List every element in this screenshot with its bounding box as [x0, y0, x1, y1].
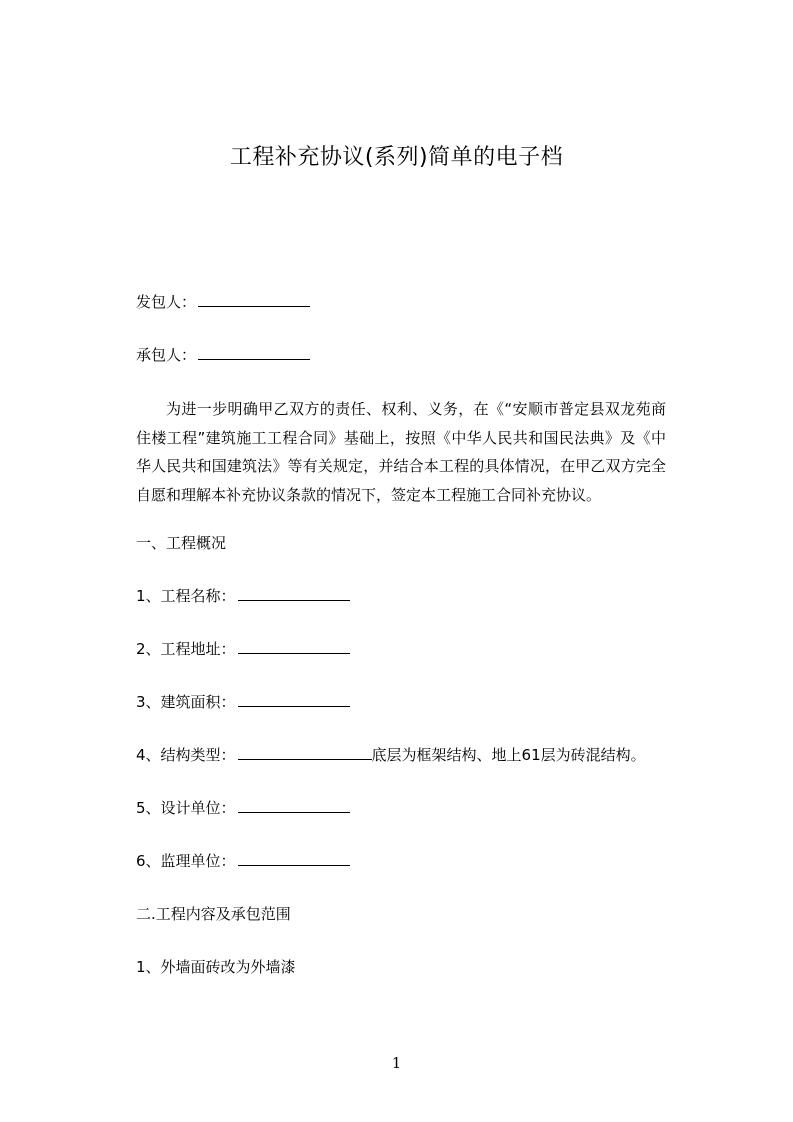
- building-area-label: 3、建筑面积：: [136, 693, 236, 711]
- design-unit-line: [136, 797, 350, 818]
- supervision-unit-line: [136, 850, 350, 871]
- section2-heading: 二.工程内容及承包范围: [136, 905, 291, 923]
- building-area-blank: [238, 692, 350, 707]
- page-number: 1: [391, 1054, 402, 1072]
- contractor-blank: [198, 345, 310, 360]
- design-unit-label: 5、设计单位：: [136, 799, 236, 817]
- contractor-line: [136, 344, 310, 365]
- structure-type-suffix: 底层为框架结构、地上61层为砖混结构。: [371, 746, 646, 764]
- supervision-unit-blank: [238, 851, 350, 866]
- section1-heading: 一、工程概况: [136, 534, 227, 552]
- project-name-blank: [238, 586, 350, 601]
- employer-blank: [198, 292, 310, 307]
- intro-paragraph: 为进一步明确甲乙双方的责任、权利、义务，在《“安顺市普定县双龙苑商住楼工程”建筑施工工程合同》基础上，按照《中华人民共和国民法典》及《中华人民共和国建筑法》等有关规定，并结合本工程的具体情况，在甲乙双方完全自愿和理解本补充协议条款的情况下，签定本工程施工合同补充协议。: [136, 400, 666, 504]
- project-name-label: 1、工程名称：: [136, 587, 236, 605]
- project-address-label: 2、工程地址：: [136, 640, 236, 658]
- supervision-unit-label: 6、监理单位：: [136, 852, 236, 870]
- structure-type-label: 4、结构类型：: [136, 746, 236, 764]
- contractor-label: 承包人：: [136, 346, 197, 364]
- design-unit-blank: [238, 798, 350, 813]
- project-address-blank: [238, 639, 350, 654]
- structure-type-blank: [238, 745, 372, 760]
- employer-label: 发包人：: [136, 293, 197, 311]
- structure-type-line: [136, 744, 646, 765]
- list-item: 1、外墙面砖改为外墙漆: [136, 958, 296, 976]
- employer-line: [136, 291, 310, 312]
- project-name-line: [136, 585, 350, 606]
- building-area-line: [136, 691, 350, 712]
- project-address-line: [136, 638, 350, 659]
- document-title: 工程补充协议(系列)简单的电子档: [229, 145, 564, 170]
